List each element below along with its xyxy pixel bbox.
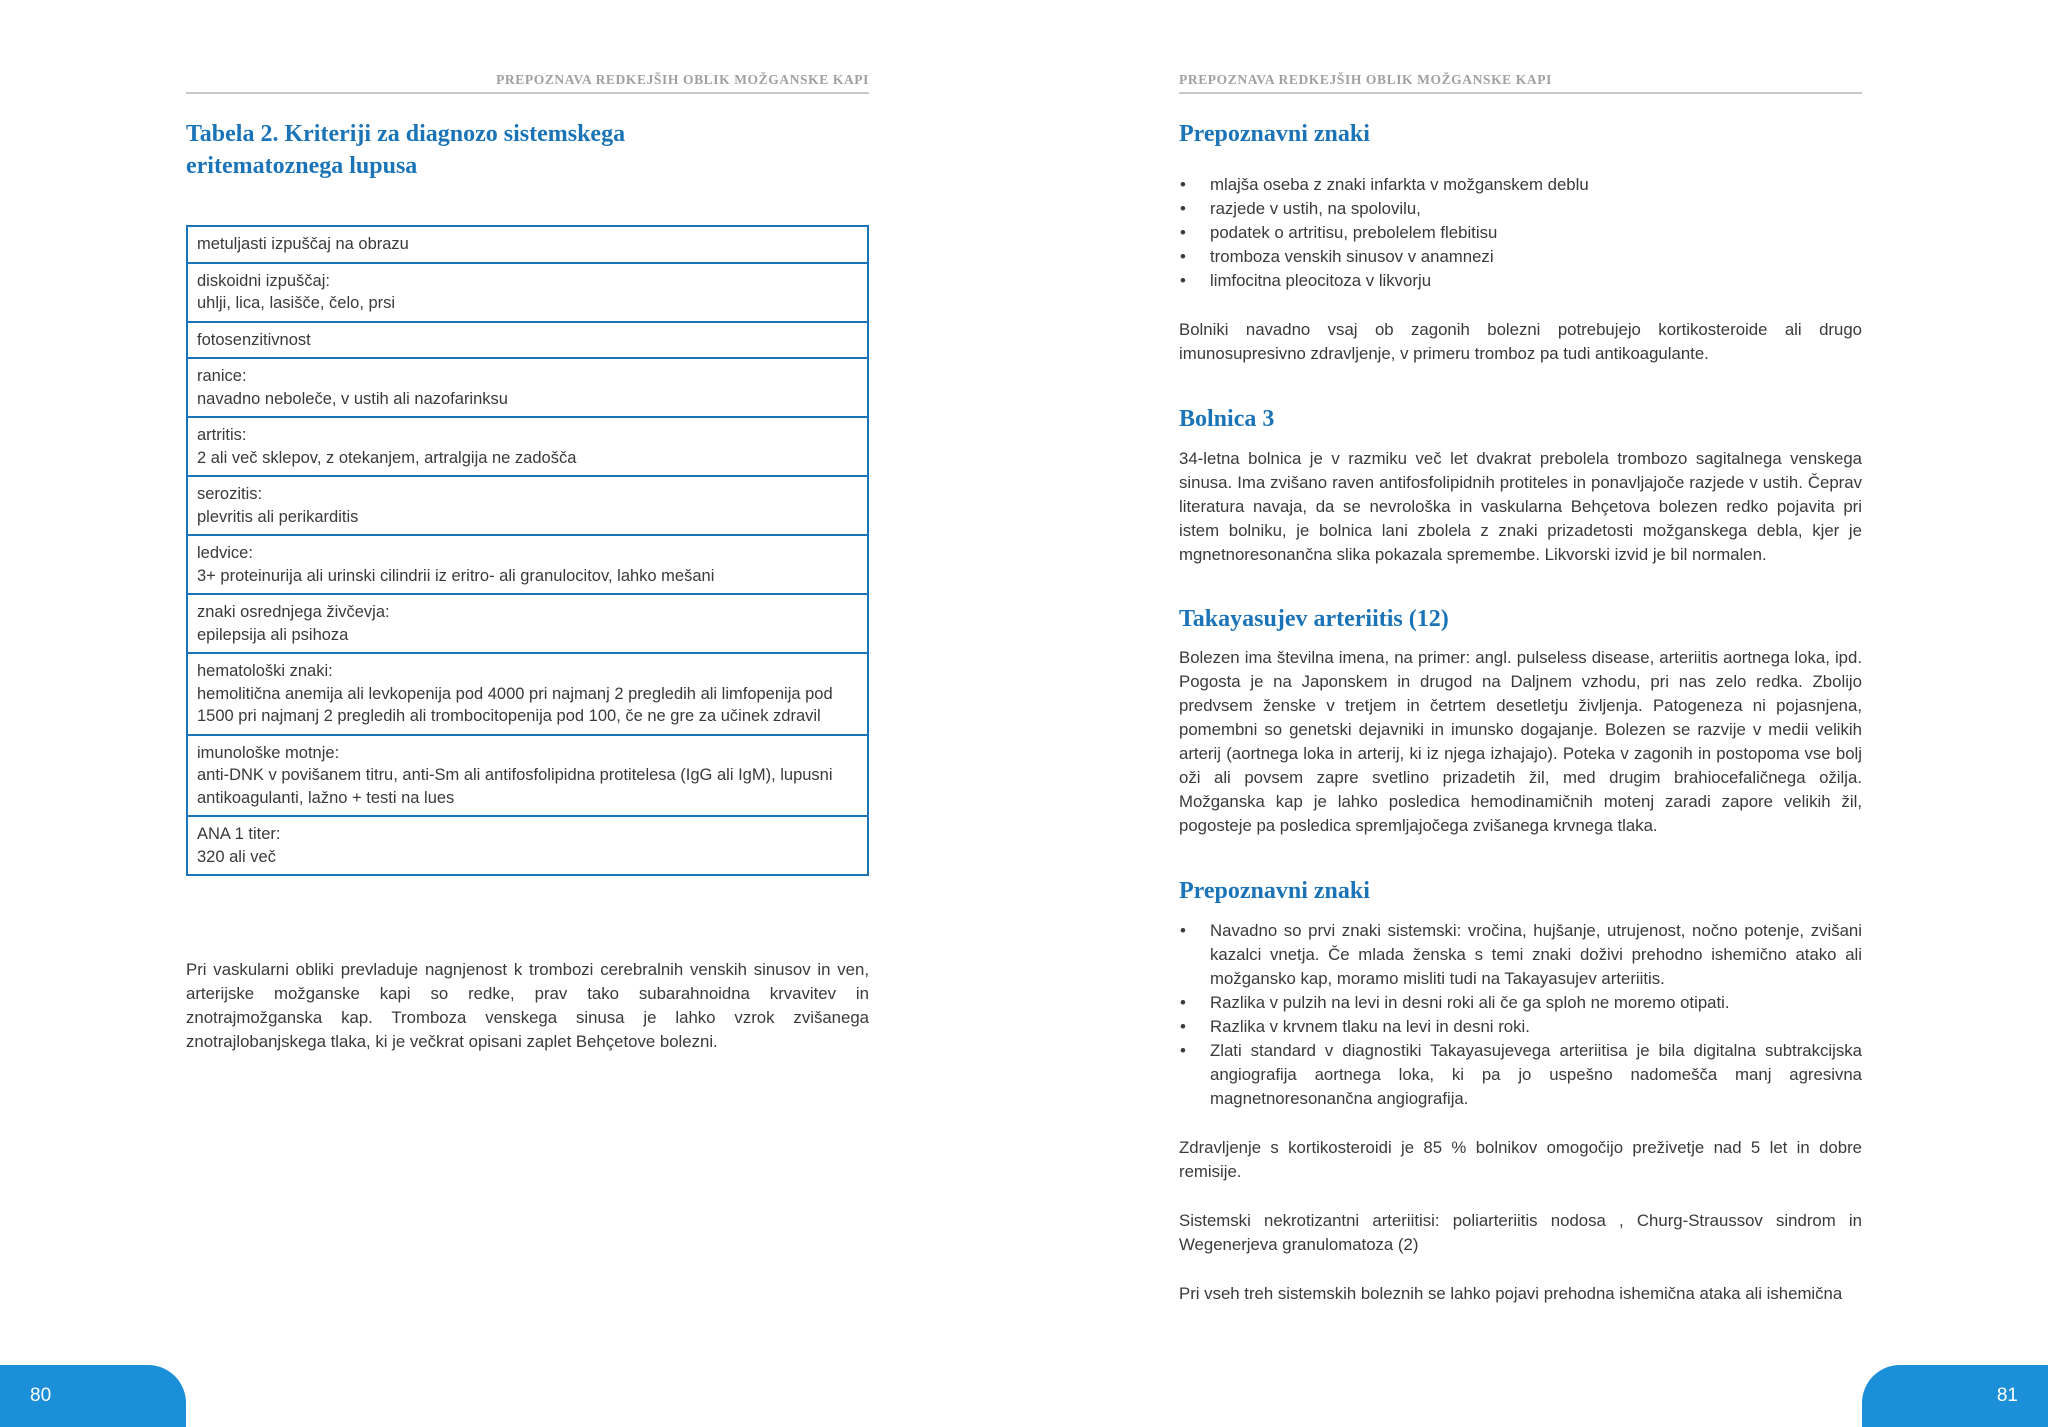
list-item: • Razlika v pulzih na levi in desni roki ali če ga sploh ne moremo otipati. <box>1179 991 1862 1015</box>
criteria-row <box>187 417 868 476</box>
criteria-row <box>187 816 868 875</box>
therapy-paragraph: Bolniki navadno vsaj ob zagonih bolezni potrebujejo kortikosteroide ali drugo imunosupresivno zdravljenje, v primeru tromboz pa tudi antikoagulante. <box>1179 320 1862 363</box>
criteria-row <box>187 653 868 735</box>
section-recognition-1 <box>1179 118 1862 150</box>
list-item: • Navadno so prvi znaki sistemski: vročina, hujšanje, utrujenost, nočno potenje, zvišani kazalci vnetja. Če mlada ženska s temi znaki doživi prehodno ishemično atako ali možgansko kap, moramo misliti tudi na Takayasujev arteriitis. <box>1179 919 1862 991</box>
para1-block <box>1179 318 1862 366</box>
table-title <box>186 118 869 182</box>
criteria-label: artritis: <box>197 426 247 444</box>
criteria-detail: epilepsija ali psihoza <box>197 625 349 644</box>
page-number-tab-right <box>1862 1365 2048 1427</box>
criteria-table <box>186 225 869 876</box>
criteria-cell <box>187 358 868 417</box>
list-item: • tromboza venskih sinusov v anamnezi <box>1179 245 1862 269</box>
criteria-detail: 3+ proteinurija ali urinski cilindrii iz eritro- ali granulocitov, lahko mešani <box>197 566 715 585</box>
criteria-label: znaki osrednjega živčevja: <box>197 603 390 621</box>
criteria-row <box>187 735 868 817</box>
criteria-row <box>187 594 868 653</box>
criteria-label: ledvice: <box>197 544 253 562</box>
bullets-1-block <box>1179 173 1862 293</box>
para4-block <box>1179 1136 1862 1184</box>
criteria-detail: plevritis ali perikarditis <box>197 507 359 526</box>
para6-block <box>1179 1282 1862 1306</box>
necrotizing-paragraph: Sistemski nekrotizantni arteriitisi: poliarteriitis nodosa , Churg-Straussov sindrom in Wegenerjeva granulomatoza (2) <box>1179 1211 1862 1254</box>
criteria-cell <box>187 226 868 263</box>
criteria-label: hematološki znaki: <box>197 662 333 680</box>
criteria-row <box>187 263 868 322</box>
criteria-row <box>187 358 868 417</box>
heading-prepoznavni-znaki-2: Prepoznavni znaki <box>1179 878 1370 904</box>
criteria-cell <box>187 263 868 322</box>
criteria-detail: uhlji, lica, lasišče, čelo, prsi <box>197 294 396 312</box>
case-3-paragraph: 34-letna bolnica je v razmiku več let dvakrat prebolela trombozo sagitalnega venskega sinusa. Ima zvišano raven antifosfolipidnih protiteles in ponavljajoče razjede v ustih. Čeprav literatura navaja, da se nevrološka in vaskularna Behçetova bolezen redko pojavita pri istem bolniku, je bolnica lani zbolela z znaki prizadetosti možganskega debla, kjer je mgnetnoresonančna slika pokazala spremembe. Likvorski izvid je bil normalen. <box>1179 449 1862 564</box>
criteria-cell <box>187 476 868 535</box>
criteria-detail: anti-DNK v povišanem titru, anti-Sm ali antifosfolipidna protitelesa (IgG ali IgM), lupusni antikoagulanti, lažno + testi na lues <box>197 766 833 807</box>
running-head-left: PREPOZNAVA REDKEJŠIH OBLIK MOŽGANSKE KAPI <box>186 72 869 94</box>
criteria-row <box>187 535 868 594</box>
criteria-row <box>187 226 868 263</box>
criteria-cell <box>187 594 868 653</box>
running-head-right: PREPOZNAVA REDKEJŠIH OBLIK MOŽGANSKE KAPI <box>1179 72 1862 94</box>
vascular-paragraph: Pri vaskularni obliki prevladuje nagnjenost k trombozi cerebralnih venskih sinusov in ven, arterijske možganske kapi so redke, prav tako subarahnoidna krvavitev in znotrajmožganska kap. Tromboza venskega sinusa je lahko vzrok zvišanega znotrajlobanjskega tlaka, ki je večkrat opisani zaplet Behçetove bolezni. <box>186 960 869 1051</box>
para2-block <box>1179 447 1862 567</box>
table-title-line1: Tabela 2. Kriteriji za diagnozo sistemskega <box>186 121 626 147</box>
para3-block <box>1179 646 1862 838</box>
criteria-label: ANA 1 titer: <box>197 825 281 843</box>
criteria-row <box>187 476 868 535</box>
section-case-3 <box>1179 403 1862 435</box>
page-number-left: 80 <box>30 1385 52 1406</box>
criteria-label: ranice: <box>197 367 247 385</box>
criteria-cell <box>187 653 868 735</box>
criteria-cell <box>187 322 868 359</box>
vascular-paragraph-block <box>186 958 869 1054</box>
list-item: • limfocitna pleocitoza v likvorju <box>1179 269 1862 293</box>
criteria-label: serozitis: <box>197 485 263 503</box>
section-recognition-2 <box>1179 875 1862 907</box>
criteria-label: diskoidni izpuščaj: <box>197 271 330 290</box>
criteria-detail: 2 ali več sklepov, z otekanjem, artralgija ne zadošča <box>197 448 577 467</box>
list-item: • podatek o artritisu, prebolelem flebitisu <box>1179 221 1862 245</box>
criteria-detail: 320 ali več <box>197 847 276 866</box>
heading-prepoznavni-znaki-1: Prepoznavni znaki <box>1179 121 1370 147</box>
criteria-cell <box>187 735 868 817</box>
bullets-2-block <box>1179 919 1862 1111</box>
page-number-right: 81 <box>1996 1385 2018 1406</box>
right-page <box>1024 0 2048 1427</box>
criteria-label: imunološke motnje: <box>197 743 340 762</box>
criteria-cell <box>187 816 868 875</box>
para5-block <box>1179 1209 1862 1257</box>
criteria-cell <box>187 535 868 594</box>
systemic-diseases-paragraph: Pri vseh treh sistemskih boleznih se lahko pojavi prehodna ishemična ataka ali ishemična <box>1179 1284 1843 1303</box>
table-title-line2: eritematoznega lupusa <box>186 153 418 179</box>
heading-bolnica-3: Bolnica 3 <box>1179 406 1275 432</box>
list-item: • Razlika v krvnem tlaku na levi in desni roki. <box>1179 1015 1862 1039</box>
list-item: • razjede v ustih, na spolovilu, <box>1179 197 1862 221</box>
section-takayasu <box>1179 603 1862 635</box>
list-item: • Zlati standard v diagnostiki Takayasujevega arteriitisa je bila digitalna subtrakcijska angiografija aortnega loka, ki pa jo uspešno nadomešča manj agresivna magnetnoresonančna angiografija. <box>1179 1039 1862 1111</box>
heading-takayasu: Takayasujev arteriitis (12) <box>1179 606 1449 632</box>
takayasu-paragraph: Bolezen ima številna imena, na primer: angl. pulseless disease, arteriitis aortnega loka, ipd. Pogosta je na Japonskem in drugod na Daljnem vzhodu, pri nas zelo redka. Zbolijo predvsem ženske v tretjem in četrtem desetletju življenja. Patogeneza ni pojasnjena, pomembni so genetski dejavniki in imunsko dogajanje. Bolezen se razvije v medii velikih arterij (aortnega loka in arterij, ki iz njega izhajajo). Poteka v zagonih in postopoma vse bolj oži ali povsem zapre svetlino prizadetih žil, med drugim brahiocefaličnega ožilja. Možganska kap je lahko posledica hemodinamičnih motenj zaradi zapore velikih žil, pogosteje pa posledica spremljajočega zvišanega krvnega tlaka. <box>1179 648 1862 835</box>
criteria-row <box>187 322 868 359</box>
criteria-detail: navadno neboleče, v ustih ali nazofarinksu <box>197 389 508 408</box>
list-item: • mlajša oseba z znaki infarkta v možganskem deblu <box>1179 173 1862 197</box>
criteria-detail: hemolitična anemija ali levkopenija pod 4000 pri najmanj 2 pregledih ali limfopenija pod 1500 pri najmanj 2 pregledih ali trombocitopenija pod 100, če ne gre za učinek zdravil <box>197 684 833 725</box>
bullet-list-1 <box>1179 173 1862 293</box>
page-number-tab-left <box>0 1365 186 1427</box>
bullet-list-2 <box>1179 919 1862 1111</box>
criteria-label: fotosenzitivnost <box>197 330 311 349</box>
criteria-cell <box>187 417 868 476</box>
criteria-label: metuljasti izpuščaj na obrazu <box>197 235 409 253</box>
corticosteroid-paragraph: Zdravljenje s kortikosteroidi je 85 % bolnikov omogočijo preživetje nad 5 let in dobre remisije. <box>1179 1138 1862 1181</box>
